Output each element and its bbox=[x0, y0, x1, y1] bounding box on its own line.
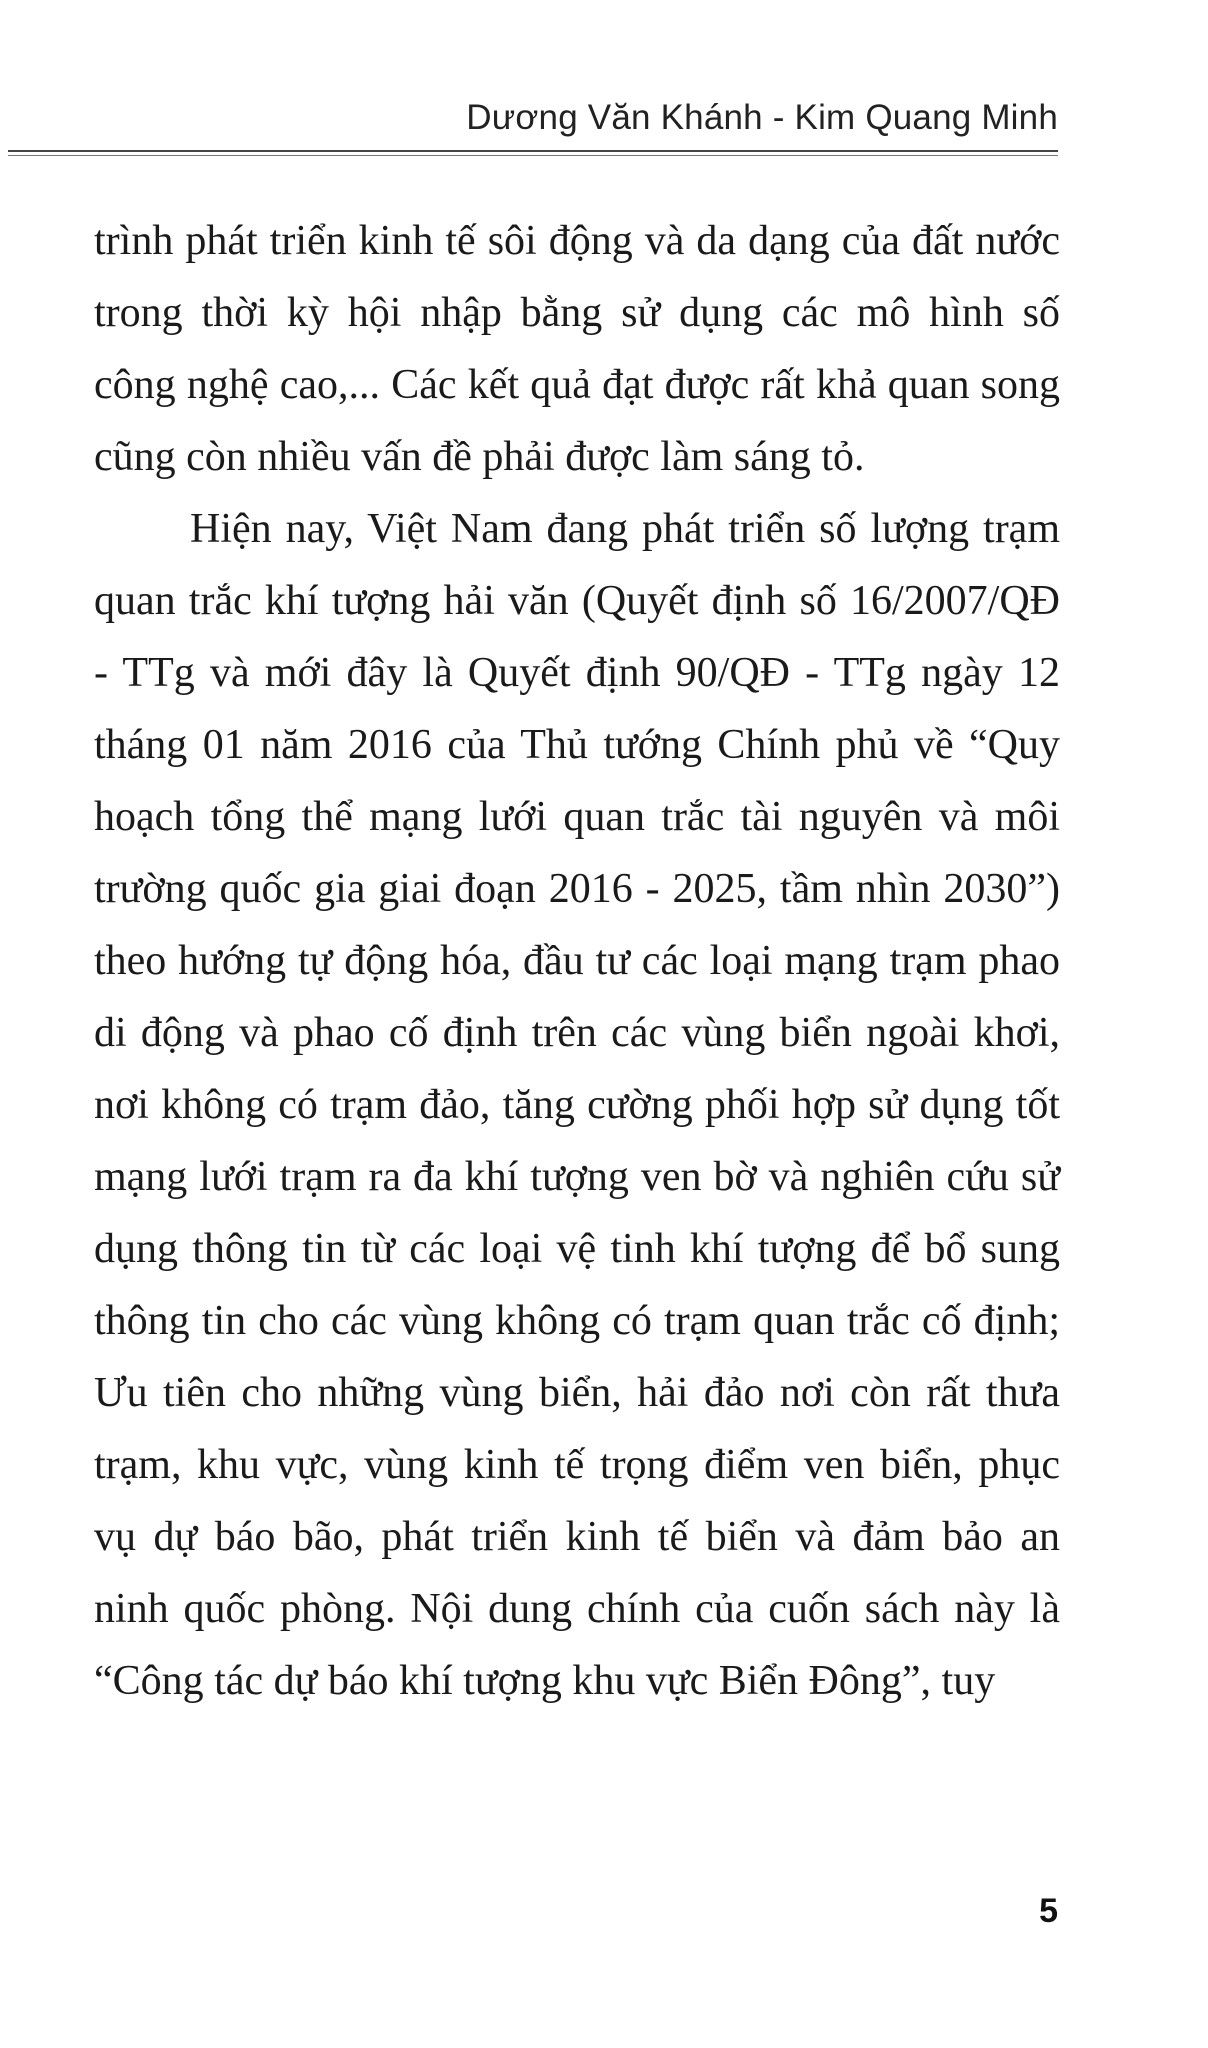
header-rule bbox=[8, 150, 1058, 152]
paragraph-hien-nay: Hiện nay, Việt Nam đang phát triển số lượng trạm quan trắc khí tượng hải văn (Quyết định số 16/2007/QĐ - TTg và mới đây là Quyết định 90/QĐ - TTg ngày 12 tháng 01 năm 2016 của Thủ tướng Chính phủ về “Quy hoạch tổng thể mạng lưới quan trắc tài nguyên và môi trường quốc gia giai đoạn 2016 - 2025, tầm nhìn 2030”) theo hướng tự động hóa, đầu tư các loại mạng trạm phao di động và phao cố định trên các vùng biển ngoài khơi, nơi không có trạm đảo, tăng cường phối hợp sử dụng tốt mạng lưới trạm ra đa khí tượng ven bờ và nghiên cứu sử dụng thông tin từ các loại vệ tinh khí tượng để bổ sung thông tin cho các vùng không có trạm quan trắc cố định; Ưu tiên cho những vùng biển, hải đảo nơi còn rất thưa trạm, khu vực, vùng kinh tế trọng điểm ven biển, phục vụ dự báo bão, phát triển kinh tế biển và đảm bảo an ninh quốc phòng. Nội dung chính của cuốn sách này là “Công tác dự báo khí tượng khu vực Biển Đông”, tuy bbox=[94, 506, 1060, 1704]
header-rule-secondary bbox=[8, 155, 1058, 156]
paragraph-continuation: trình phát triển kinh tế sôi động và da dạng của đất nước trong thời kỳ hội nhập bằng sử dụng các mô hình số công nghệ cao,... Các kết quả đạt được rất khả quan song cũng còn nhiều vấn đề phải được làm sáng tỏ. bbox=[94, 218, 1060, 480]
body-text bbox=[94, 205, 1060, 1717]
running-header: Dương Văn Khánh - Kim Quang Minh bbox=[466, 98, 1058, 137]
page-number: 5 bbox=[1039, 1892, 1058, 1930]
